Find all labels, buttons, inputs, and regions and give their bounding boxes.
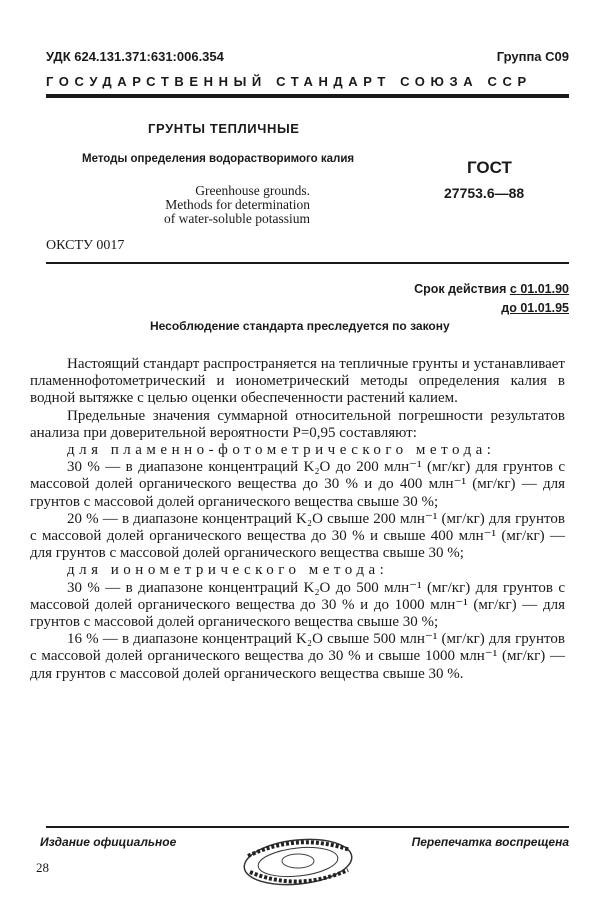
header-rule <box>46 94 569 98</box>
validity-period <box>414 280 569 318</box>
paragraph-iono-30: 30 % — в диапазоне концентраций K₂O до 500 млн⁻¹ (мг/кг) для грунтов с массовой долей органического вещества до 30 % и до 1000 млн⁻¹ (мг/кг) — для грунтов с массовой долей органического вещества свыше 30 %; <box>30 579 565 631</box>
reprint-prohibited: Перепечатка воспрещена <box>411 835 569 849</box>
footer-rule <box>46 826 569 828</box>
udk-code: УДК 624.131.371:631:006.354 <box>46 49 224 64</box>
title-rule <box>46 262 569 264</box>
document-subtitle: Методы определения водорастворимого калия <box>82 153 355 165</box>
english-title-line: of water-soluble potassium <box>164 211 310 226</box>
body-text <box>30 356 565 683</box>
validity-from <box>414 280 569 299</box>
okstu-code: ОКСТУ 0017 <box>46 238 125 253</box>
gost-number: 27753.6—88 <box>444 185 525 201</box>
page-number: 28 <box>36 860 49 875</box>
validity-to-prefix: до <box>501 301 517 315</box>
english-title <box>140 184 310 226</box>
group-code: Группа С09 <box>496 49 569 64</box>
law-notice: Несоблюдение стандарта преследуется по закону <box>150 319 450 333</box>
paragraph-flame-20: 20 % — в диапазоне концентраций K₂O свыше 200 млн⁻¹ (мг/кг) для грунтов с массовой долей органического вещества до 30 % и свыше 400 млн⁻¹ (мг/кг) — для грунтов с массовой долей органического вещества свыше 30 %; <box>30 510 565 562</box>
validity-from-prefix: с <box>509 282 517 296</box>
paragraph-iono-16: 16 % — в диапазоне концентраций K₂O свыше 500 млн⁻¹ (мг/кг) для грунтов с массовой долей органического вещества до 30 % и свыше 1000 млн⁻¹ (мг/кг) — для грунтов с массовой долей органического вещества свыше 30 %. <box>30 631 565 682</box>
validity-from-date: 01.01.90 <box>520 282 569 296</box>
paragraph-error-limits: Предельные значения суммарной относительной погрешности результатов анализа при доверительной вероятности P=0,95 составляют: <box>30 407 565 441</box>
paragraph-flame-30: 30 % — в диапазоне концентраций K₂O до 200 млн⁻¹ (мг/кг) для грунтов с массовой долей органического вещества до 30 % и до 400 млн⁻¹ (мг/кг) — для грунтов с массовой долей органического вещества свыше 30 %; <box>30 459 565 510</box>
paragraph-scope: Настоящий стандарт распространяется на тепличные грунты и устанавливает пламеннофотометрический и ионометрический методы определения калия в водной вытяжке с целью оценки обеспеченности растений калием. <box>30 356 565 407</box>
validity-to <box>414 299 569 318</box>
validity-label: Срок действия <box>414 282 507 296</box>
heading-ionometric-method: для ионометрического метода: <box>67 562 389 579</box>
state-standard-heading: ГОСУДАРСТВЕННЫЙ СТАНДАРТ СОЮЗА ССР <box>46 74 532 89</box>
english-title-line: Greenhouse grounds. <box>195 183 310 198</box>
document-title: ГРУНТЫ ТЕПЛИЧНЫЕ <box>148 121 300 136</box>
library-stamp <box>238 834 358 890</box>
heading-flame-method: для пламенно-фотометрического метода: <box>67 442 496 459</box>
gost-label: ГОСТ <box>467 158 512 177</box>
edition-official: Издание официальное <box>40 835 177 849</box>
english-title-line: Methods for determination <box>165 197 310 212</box>
validity-to-date: 01.01.95 <box>520 301 569 315</box>
